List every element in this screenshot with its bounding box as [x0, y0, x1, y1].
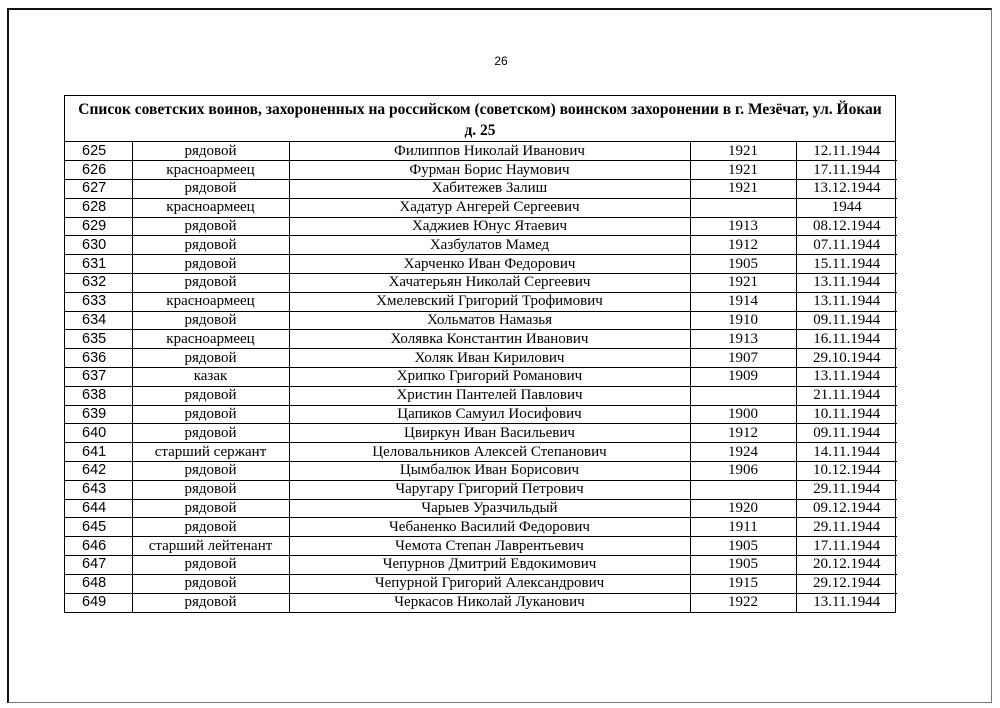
military-rank-cell: красноармеец [132, 292, 289, 311]
birth-year-cell: 1909 [690, 368, 796, 387]
table-row [65, 349, 897, 368]
soldier-name-cell: Филиппов Николай Иванович [289, 142, 690, 161]
table-row [65, 518, 897, 537]
table-row [65, 574, 897, 593]
military-rank-cell: красноармеец [132, 330, 289, 349]
table-row [65, 443, 897, 462]
table-row [65, 311, 897, 330]
record-number-cell: 633 [65, 292, 132, 311]
table-row [65, 405, 897, 424]
soldier-name-cell: Харченко Иван Федорович [289, 255, 690, 274]
birth-year-cell: 1907 [690, 349, 796, 368]
table-row [65, 386, 897, 405]
soldier-name-cell: Холявка Константин Иванович [289, 330, 690, 349]
death-date-cell: 29.10.1944 [796, 349, 897, 368]
soldier-name-cell: Цымбалюк Иван Борисович [289, 462, 690, 481]
military-rank-cell: старший лейтенант [132, 537, 289, 556]
birth-year-cell: 1905 [690, 556, 796, 575]
military-rank-cell: рядовой [132, 236, 289, 255]
table-row [65, 161, 897, 180]
table-row [65, 593, 897, 612]
record-number-cell: 640 [65, 424, 132, 443]
military-rank-cell: рядовой [132, 405, 289, 424]
record-number-cell: 635 [65, 330, 132, 349]
death-date-cell: 10.12.1944 [796, 462, 897, 481]
soldier-name-cell: Чемота Степан Лаврентьевич [289, 537, 690, 556]
death-date-cell: 20.12.1944 [796, 556, 897, 575]
record-number-cell: 628 [65, 198, 132, 217]
table-row [65, 462, 897, 481]
death-date-cell: 29.11.1944 [796, 480, 897, 499]
record-number-cell: 646 [65, 537, 132, 556]
soldier-name-cell: Хольматов Намазья [289, 311, 690, 330]
soldier-name-cell: Фурман Борис Наумович [289, 161, 690, 180]
military-rank-cell: красноармеец [132, 161, 289, 180]
death-date-cell: 13.11.1944 [796, 593, 897, 612]
table-row [65, 236, 897, 255]
death-date-cell: 21.11.1944 [796, 386, 897, 405]
soldier-name-cell: Хрипко Григорий Романович [289, 368, 690, 387]
birth-year-cell: 1913 [690, 330, 796, 349]
death-date-cell: 13.11.1944 [796, 368, 897, 387]
death-date-cell: 09.12.1944 [796, 499, 897, 518]
soldier-name-cell: Хачатерьян Николай Сергеевич [289, 274, 690, 293]
birth-year-cell: 1924 [690, 443, 796, 462]
birth-year-cell: 1912 [690, 236, 796, 255]
record-number-cell: 649 [65, 593, 132, 612]
record-number-cell: 645 [65, 518, 132, 537]
burial-records-table [65, 142, 897, 612]
table-row [65, 424, 897, 443]
military-rank-cell: красноармеец [132, 198, 289, 217]
military-rank-cell: старший сержант [132, 443, 289, 462]
table-row [65, 499, 897, 518]
military-rank-cell: рядовой [132, 311, 289, 330]
record-number-cell: 626 [65, 161, 132, 180]
death-date-cell: 07.11.1944 [796, 236, 897, 255]
death-date-cell: 10.11.1944 [796, 405, 897, 424]
record-number-cell: 643 [65, 480, 132, 499]
table-row [65, 556, 897, 575]
table-row [65, 292, 897, 311]
record-number-cell: 625 [65, 142, 132, 161]
record-number-cell: 639 [65, 405, 132, 424]
soldier-name-cell: Цапиков Самуил Иосифович [289, 405, 690, 424]
military-rank-cell: рядовой [132, 424, 289, 443]
death-date-cell: 13.12.1944 [796, 180, 897, 199]
birth-year-cell: 1922 [690, 593, 796, 612]
record-number-cell: 636 [65, 349, 132, 368]
table-row [65, 368, 897, 387]
birth-year-cell: 1921 [690, 274, 796, 293]
death-date-cell: 14.11.1944 [796, 443, 897, 462]
birth-year-cell: 1910 [690, 311, 796, 330]
birth-year-cell [690, 198, 796, 217]
death-date-cell: 13.11.1944 [796, 292, 897, 311]
record-number-cell: 644 [65, 499, 132, 518]
soldier-name-cell: Холяк Иван Кирилович [289, 349, 690, 368]
soldier-name-cell: Чебаненко Василий Федорович [289, 518, 690, 537]
military-rank-cell: рядовой [132, 574, 289, 593]
birth-year-cell: 1905 [690, 537, 796, 556]
soldier-name-cell: Чепурнов Дмитрий Евдокимович [289, 556, 690, 575]
death-date-cell: 29.12.1944 [796, 574, 897, 593]
military-rank-cell: рядовой [132, 142, 289, 161]
military-rank-cell: рядовой [132, 217, 289, 236]
soldier-name-cell: Хмелевский Григорий Трофимович [289, 292, 690, 311]
soldier-name-cell: Цвиркун Иван Васильевич [289, 424, 690, 443]
table-row [65, 537, 897, 556]
soldier-name-cell: Чаругару Григорий Петрович [289, 480, 690, 499]
record-number-cell: 627 [65, 180, 132, 199]
table-row [65, 330, 897, 349]
page-number: 26 [494, 54, 508, 68]
birth-year-cell [690, 386, 796, 405]
military-rank-cell: рядовой [132, 386, 289, 405]
record-number-cell: 642 [65, 462, 132, 481]
death-date-cell: 17.11.1944 [796, 161, 897, 180]
record-number-cell: 648 [65, 574, 132, 593]
birth-year-cell: 1921 [690, 142, 796, 161]
death-date-cell: 08.12.1944 [796, 217, 897, 236]
birth-year-cell: 1912 [690, 424, 796, 443]
soldier-name-cell: Чарыев Уразчильдый [289, 499, 690, 518]
birth-year-cell: 1921 [690, 180, 796, 199]
soldier-name-cell: Хадатур Ангерей Сергеевич [289, 198, 690, 217]
birth-year-cell [690, 480, 796, 499]
record-number-cell: 641 [65, 443, 132, 462]
military-rank-cell: рядовой [132, 349, 289, 368]
record-number-cell: 629 [65, 217, 132, 236]
death-date-cell: 09.11.1944 [796, 424, 897, 443]
death-date-cell: 16.11.1944 [796, 330, 897, 349]
military-rank-cell: рядовой [132, 180, 289, 199]
birth-year-cell: 1921 [690, 161, 796, 180]
table-row [65, 142, 897, 161]
death-date-cell: 12.11.1944 [796, 142, 897, 161]
death-date-cell: 13.11.1944 [796, 274, 897, 293]
table-row [65, 198, 897, 217]
birth-year-cell: 1915 [690, 574, 796, 593]
birth-year-cell: 1920 [690, 499, 796, 518]
table-row [65, 274, 897, 293]
table-row [65, 480, 897, 499]
birth-year-cell: 1906 [690, 462, 796, 481]
table-row [65, 180, 897, 199]
table-row [65, 217, 897, 236]
military-rank-cell: рядовой [132, 255, 289, 274]
record-number-cell: 632 [65, 274, 132, 293]
table-row [65, 255, 897, 274]
birth-year-cell: 1914 [690, 292, 796, 311]
military-rank-cell: рядовой [132, 274, 289, 293]
record-number-cell: 637 [65, 368, 132, 387]
death-date-cell: 09.11.1944 [796, 311, 897, 330]
military-rank-cell: рядовой [132, 556, 289, 575]
burial-list-table-container [64, 95, 896, 613]
record-number-cell: 634 [65, 311, 132, 330]
record-number-cell: 631 [65, 255, 132, 274]
record-number-cell: 630 [65, 236, 132, 255]
document-title: Список советских воинов, захороненных на российском (советском) воинском захоронении в г. Мезёчат, ул. Йокаи д. 25 [65, 96, 895, 142]
birth-year-cell: 1913 [690, 217, 796, 236]
soldier-name-cell: Хаджиев Юнус Ятаевич [289, 217, 690, 236]
soldier-name-cell: Христин Пантелей Павлович [289, 386, 690, 405]
military-rank-cell: рядовой [132, 499, 289, 518]
birth-year-cell: 1905 [690, 255, 796, 274]
military-rank-cell: рядовой [132, 593, 289, 612]
record-number-cell: 647 [65, 556, 132, 575]
death-date-cell: 1944 [796, 198, 897, 217]
birth-year-cell: 1900 [690, 405, 796, 424]
soldier-name-cell: Хазбулатов Мамед [289, 236, 690, 255]
record-number-cell: 638 [65, 386, 132, 405]
military-rank-cell: казак [132, 368, 289, 387]
soldier-name-cell: Хабитежев Залиш [289, 180, 690, 199]
military-rank-cell: рядовой [132, 518, 289, 537]
military-rank-cell: рядовой [132, 480, 289, 499]
death-date-cell: 17.11.1944 [796, 537, 897, 556]
soldier-name-cell: Целовальников Алексей Степанович [289, 443, 690, 462]
death-date-cell: 15.11.1944 [796, 255, 897, 274]
soldier-name-cell: Черкасов Николай Луканович [289, 593, 690, 612]
birth-year-cell: 1911 [690, 518, 796, 537]
soldier-name-cell: Чепурной Григорий Александрович [289, 574, 690, 593]
death-date-cell: 29.11.1944 [796, 518, 897, 537]
military-rank-cell: рядовой [132, 462, 289, 481]
